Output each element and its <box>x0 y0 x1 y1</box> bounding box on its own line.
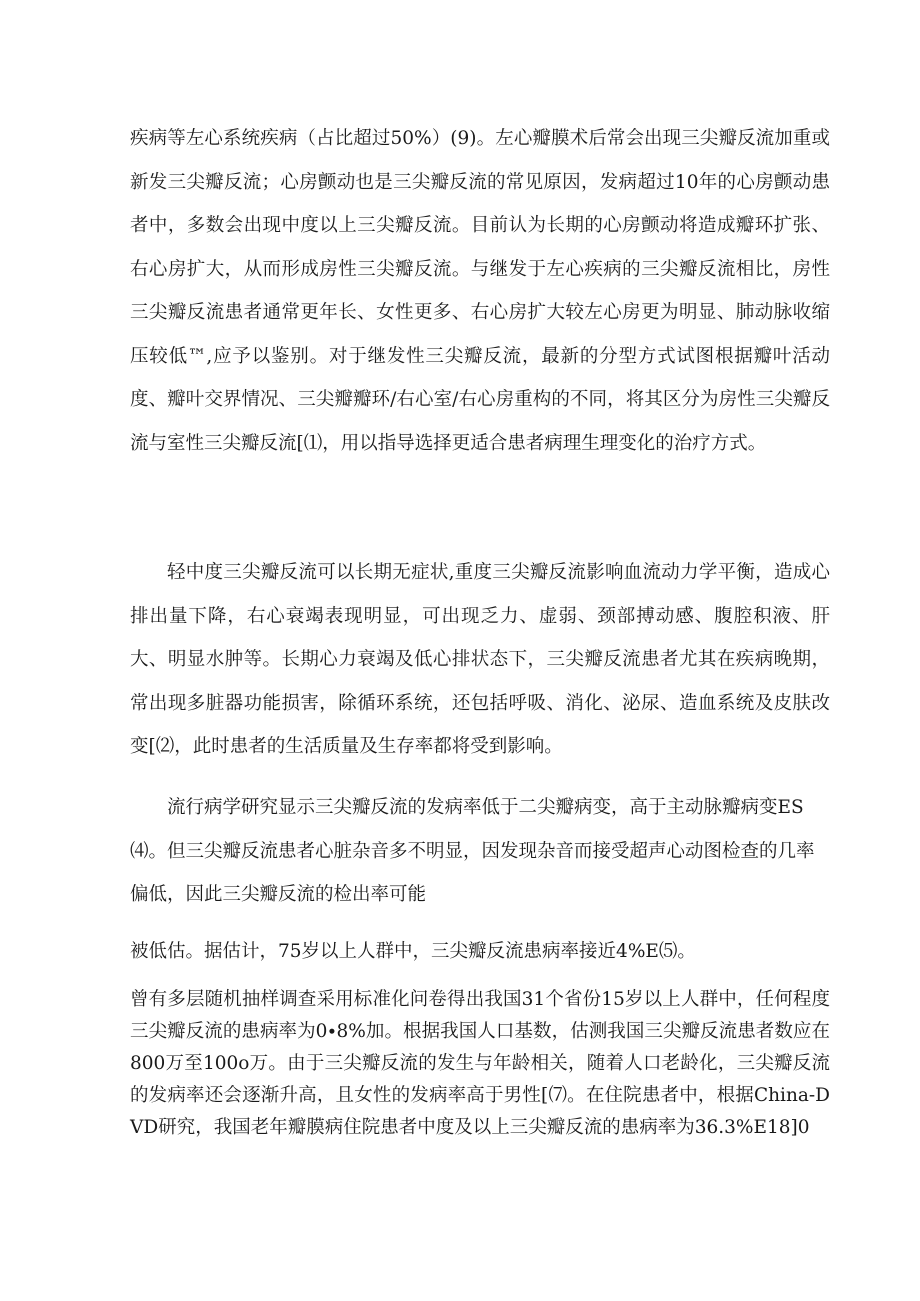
paragraph-prevalence-estimate: 被低估。据估计，75岁以上人群中，三尖瓣反流患病率接近4%E⑸。 <box>130 941 696 962</box>
paragraph-epidemiology: 流行病学研究显示三尖瓣反流的发病率低于二尖瓣病变，高于主动脉瓣病变ES⑷。但三尖瓣反流患者心脏杂音多不明显，因发现杂音而接受超声心动图检查的几率偏低，因此三尖瓣反流的检出率可能 <box>130 797 815 905</box>
paragraph-tricuspid-etiology: 疾病等左心系统疾病（占比超过50%）(9)。左心瓣膜术后常会出现三尖瓣反流加重或新发三尖瓣反流；心房颤动也是三尖瓣反流的常见原因，发病超过10年的心房颤动患者中，多数会出现中度以上三尖瓣反流。目前认为长期的心房颤动将造成瓣环扩张、右心房扩大，从而形成房性三尖瓣反流。与继发于左心疾病的三尖瓣反流相比，房性三尖瓣反流患者通常更年长、女性更多、右心房扩大较左心房更为明显、肺动脉收缩压较低™,应予以鉴别。对于继发性三尖瓣反流，最新的分型方式试图根据瓣叶活动度、瓣叶交界情况、三尖瓣瓣环/右心室/右心房重构的不同，将其区分为房性三尖瓣反流与室性三尖瓣反流[⑴，用以指导选择更适合患者病理生理变化的治疗方式。 <box>130 128 830 454</box>
paragraph-tricuspid-symptoms: 轻中度三尖瓣反流可以长期无症状,重度三尖瓣反流影响血流动力学平衡，造成心排出量下降，右心衰竭表现明显，可出现乏力、虚弱、颈部搏动感、腹腔积液、肝大、明显水肿等。长期心力衰竭及低心排状态下，三尖瓣反流患者尤其在疾病晚期，常出现多脏器功能损害，除循环系统，还包括呼吸、消化、泌尿、造血系统及皮肤改变[⑵，此时患者的生活质量及生存率都将受到影响。 <box>130 562 830 757</box>
paragraph-china-prevalence: 曾有多层随机抽样调查采用标准化问卷得出我国31个省份15岁以上人群中，任何程度三尖瓣反流的患病率为0∙8%加。根据我国人口基数，估测我国三尖瓣反流患者数应在800万至100o万。由于三尖瓣反流的发生与年龄相关，随着人口老龄化，三尖瓣反流的发病率还会逐渐升高，且女性的发病率高于男性[⑺。在住院患者中，根据China-DVD研究，我国老年瓣膜病住院患者中度及以上三尖瓣反流的患病率为36.3%E18]0 <box>130 989 830 1138</box>
